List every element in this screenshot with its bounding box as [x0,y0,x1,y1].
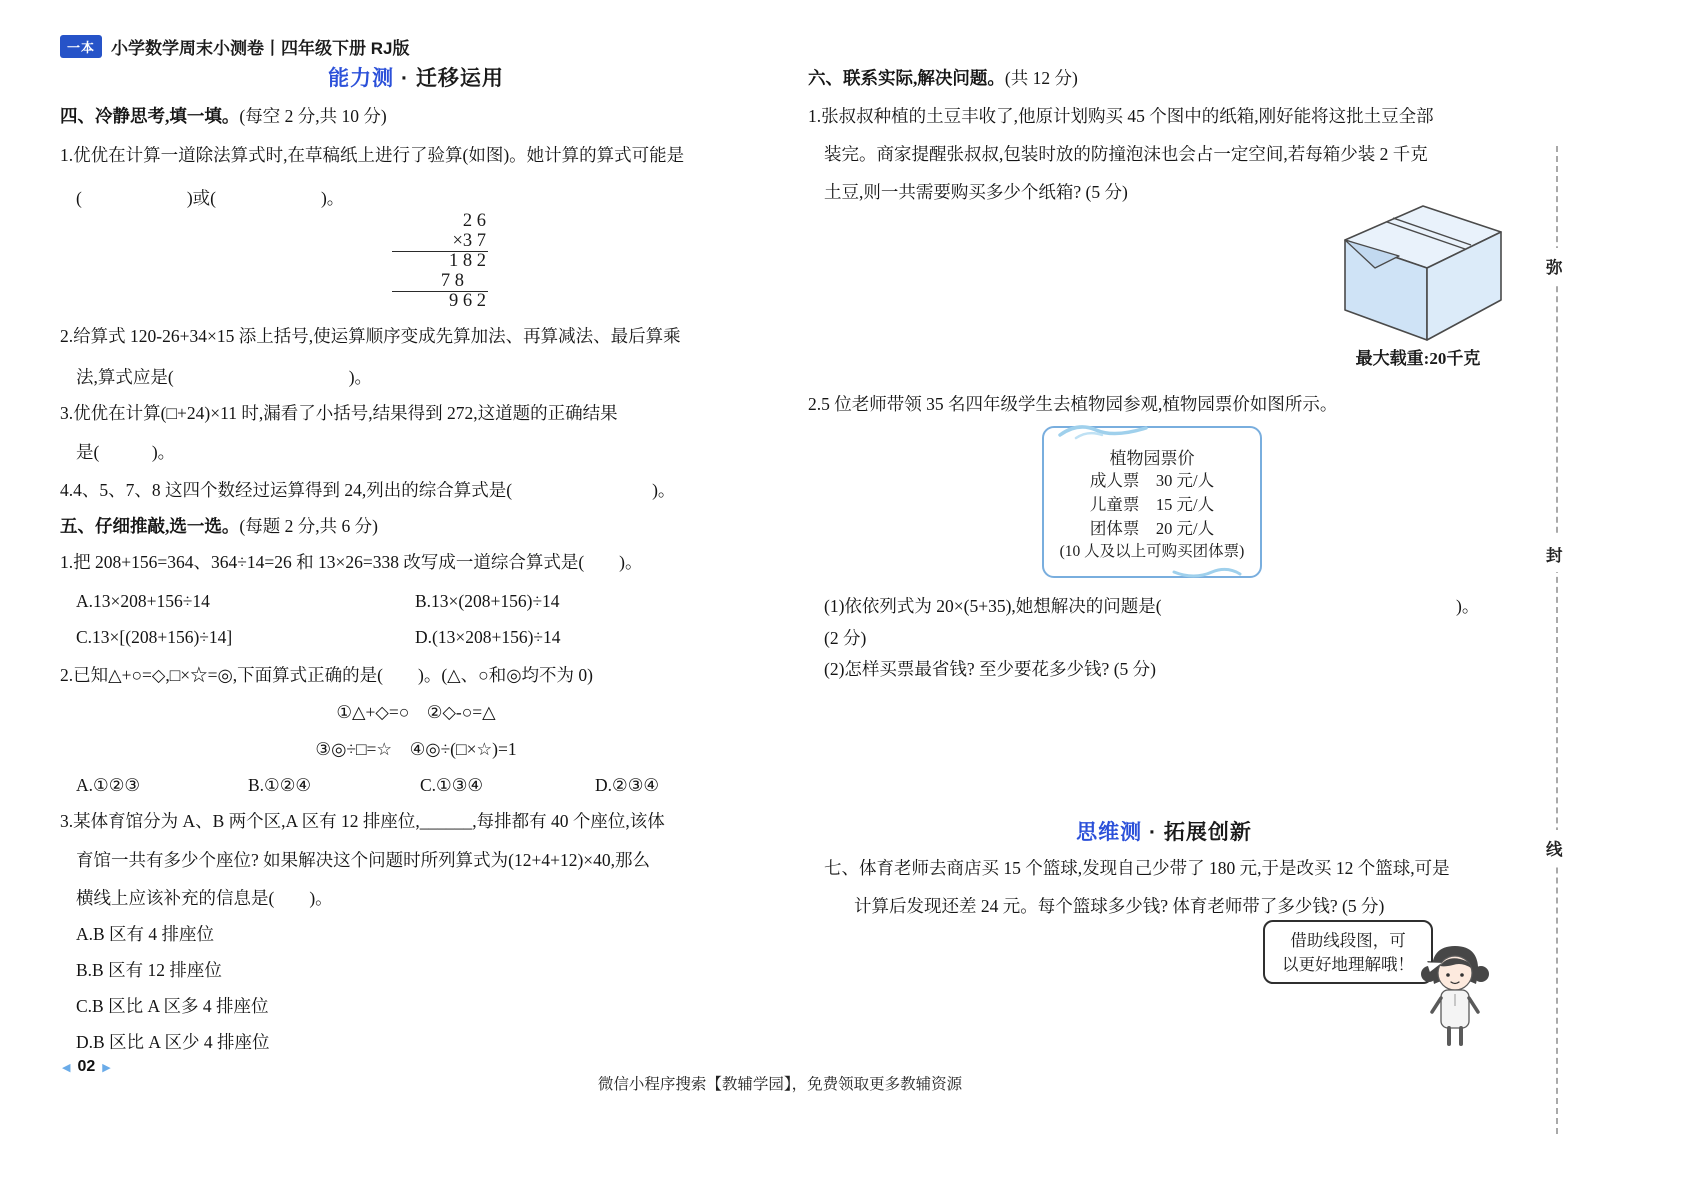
answer-blank-line: ( )或( )。 [76,188,345,208]
question-line: 1.把 208+156=364、364÷14=26 和 13×26=338 改写成一道综合算式是( )。 [60,552,643,572]
brand-badge: 一本 [60,35,102,58]
question-line: 2.5 位老师带领 35 名四年级学生去植物园参观,植物园票价如图所示。 [808,394,1338,414]
price-note: (10 人及以上可购买团体票) [1059,543,1245,560]
question-line: 七、体育老师去商店买 15 个篮球,发现自己少带了 180 元,于是改买 12 个篮球,可是 [824,858,1450,878]
part6-heading: 六、联系实际,解决问题。(共 12 分) [808,68,1078,88]
option-item: A.13×208+156÷14 [76,591,210,611]
fold-char: 封 [1546,536,1563,572]
question-line: 是( )。 [76,442,176,462]
price-sign [1042,426,1262,578]
mult-row-partial1: 1 8 2 [449,251,486,271]
fold-char: 线 [1546,830,1563,866]
section-title-ability: 能力测 · 迁移运用 [328,67,504,90]
option-item: D.(13×208+156)÷14 [415,627,561,647]
score-note: (2 分) [824,628,867,648]
option-item: A.B 区有 4 排座位 [76,924,215,944]
option-item: C.①③④ [420,775,484,795]
question-line: (2)怎样买票最省钱? 至少要花多少钱? (5 分) [824,659,1156,679]
box-caption: 最大载重:20千克 [1355,349,1481,368]
price-sign-title: 植物园票价 [1109,449,1195,468]
option-item: C.13×[(208+156)÷14] [76,627,233,647]
option-item: C.B 区比 A 区多 4 排座位 [76,996,269,1016]
carton-box-illustration [1335,192,1511,347]
closing-paren: )。 [1456,596,1480,616]
question-line: 2.给算式 120-26+34×15 添上括号,使运算顺序变成先算加法、再算减法、最后算乘 [60,326,681,346]
right-column [808,0,1520,1191]
decorative-swirl-icon [1058,420,1148,442]
option-item: A.①②③ [76,775,141,795]
question-line: 育馆一共有多少个座位? 如果解决这个问题时所列算式为(12+4+12)×40,那么 [76,850,651,870]
next-page-icon: ▶ [102,1061,111,1074]
part4-heading: 四、冷静思考,填一填。(每空 2 分,共 10 分) [60,106,387,126]
mult-row-partial2: 7 8 [392,272,488,293]
girl-cartoon [1420,940,1490,1063]
speech-bubble-text: 借助线段图，可 [1290,931,1406,950]
footer-promo: 微信小程序搜索【教辅学园】，免费领取更多教辅资源 [597,1076,963,1093]
question-line: 土豆,则一共需要购买多少个纸箱? (5 分) [824,182,1128,202]
question-line: 4.4、5、7、8 这四个数经过运算得到 24,列出的综合算式是( )。 [60,480,676,500]
page-number: 02 [77,1058,96,1075]
question-line: 3.优优在计算(□+24)×11 时,漏看了小括号,结果得到 272,这道题的正确结果 [60,403,618,423]
page-nav [62,1058,111,1076]
speech-bubble [1263,920,1433,984]
price-row: 儿童票 15 元/人 [1089,495,1215,514]
question-line: (1)依依列式为 20×(5+35),她想解决的问题是( [824,596,1162,616]
multiplication-work [392,212,488,312]
equation-row: ③◎÷□=☆ ④◎÷(□×☆)=1 [315,739,517,759]
option-item: B.①②④ [248,775,312,795]
question-line: 计算后发现还差 24 元。每个篮球多少钱? 体育老师带了多少钱? (5 分) [854,896,1385,916]
option-item: D.B 区比 A 区少 4 排座位 [76,1032,270,1052]
option-item: D.②③④ [595,775,660,795]
fold-char: 弥 [1546,248,1563,284]
price-row: 成人票 30 元/人 [1089,471,1215,490]
equation-row: ①△+◇=○ ②◇-○=△ [336,702,496,722]
question-line: 2.已知△+○=◇,□×☆=◎,下面算式正确的是( )。(△、○和◎均不为 0) [60,665,593,685]
mult-row-multiplicand: 2 6 [462,211,486,231]
mult-row-product: 9 6 2 [449,291,486,311]
option-item: B.13×(208+156)÷14 [415,591,560,611]
question-line: 3.某体育馆分为 A、B 两个区,A 区有 12 排座位,______,每排都有 40 个座位,该体 [60,811,665,831]
decorative-swirl-icon [1172,564,1242,582]
option-item: B.B 区有 12 排座位 [76,960,222,980]
question-line: 装完。商家提醒张叔叔,包装时放的防撞泡沫也会占一定空间,若每箱少装 2 千克 [824,144,1428,164]
doc-title: 小学数学周末小测卷丨四年级下册 RJ版 [111,39,410,58]
mult-row-multiplier: ×3 7 [392,232,488,253]
question-line: 1.张叔叔种植的土豆丰收了,他原计划购买 45 个图中的纸箱,刚好能将这批土豆全部 [808,106,1434,126]
question-line: 法,算式应是( )。 [76,367,373,387]
section-title-highlight: 思维测 [1076,821,1143,844]
price-row: 团体票 20 元/人 [1089,519,1215,538]
question-line: 横线上应该补充的信息是( )。 [76,888,333,908]
part5-heading: 五、仔细推敲,选一选。(每题 2 分,共 6 分) [60,516,378,536]
fold-line [1556,146,1558,1134]
speech-bubble-text: 以更好地理解哦！ [1282,955,1414,974]
question-line: 1.优优在计算一道除法算式时,在草稿纸上进行了验算(如图)。她计算的算式可能是 [60,145,685,165]
section-title-highlight: 能力测 [328,67,395,90]
prev-page-icon: ◀ [62,1061,71,1074]
left-column [60,0,772,1191]
section-title-thinking: 思维测 · 拓展创新 [1076,821,1252,844]
